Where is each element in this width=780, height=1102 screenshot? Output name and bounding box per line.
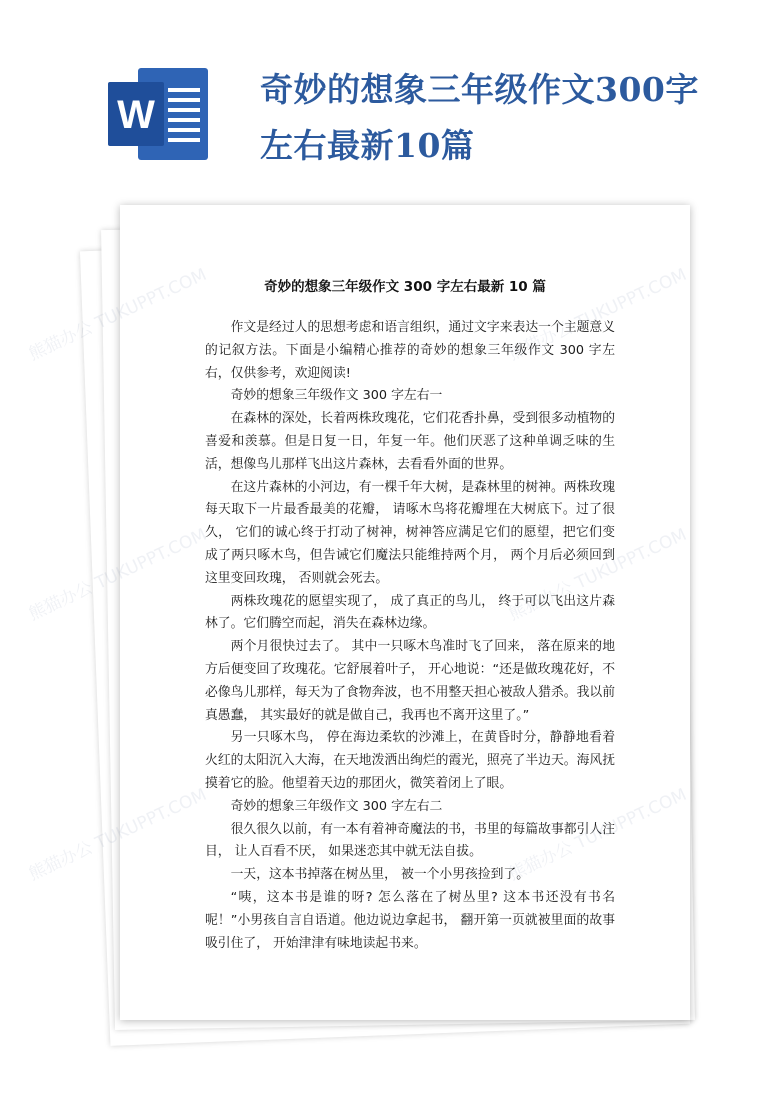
paragraph: “咦，这本书是谁的呀? 怎么落在了树丛里? 这本书还没有书名呢！”小男孩自言自语道。他边说边拿起书， 翻开第一页就被里面的故事吸引住了， 开始津津有味地读起书来。 [205, 889, 615, 951]
paragraph: 很久很久以前，有一本有着神奇魔法的书，书里的每篇故事都引人注目， 让人百看不厌， 如果迷恋其中就无法自拔。 [205, 821, 615, 860]
header [0, 0, 780, 200]
section-heading: 奇妙的想象三年级作文 300 字左右二 [230, 798, 443, 814]
paragraph: 一天，这本书掉落在树丛里， 被一个小男孩捡到了。 [230, 867, 529, 883]
document-title: 奇妙的想象三年级作文 300 字左右最新 10 篇 [264, 279, 546, 295]
paragraph: 作文是经过人的思想考虑和语言组织，通过文字来表达一个主题意义的记叙方法。下面是小编精心推荐的奇妙的想象三年级作文 300 字左右，仅供参考，欢迎阅读! [205, 320, 615, 381]
watermark: 熊猫办公 [25, 577, 96, 625]
word-document-icon [108, 68, 208, 160]
paragraph: 两株玫瑰花的愿望实现了， 成了真正的鸟儿， 终于可以飞出这片森林了。它们腾空而起，消失在森林边缘。 [205, 593, 615, 632]
watermark: 熊猫办公 [25, 317, 96, 365]
paragraph: 另一只啄木鸟， 停在海边柔软的沙滩上，在黄昏时分，静静地看着火红的太阳沉入大海，在天地泼洒出绚烂的霞光，照亮了半边天。海风抚摸着它的脸。他望着天边的那团火，微笑着闭上了眼。 [205, 730, 615, 791]
section-heading: 奇妙的想象三年级作文 300 字左右一 [230, 388, 443, 404]
paragraph: 在森林的深处，长着两株玫瑰花，它们花香扑鼻，受到很多动植物的喜爱和羡慕。但是日复一日，年复一年。他们厌恶了这种单调乏味的生活，想像鸟儿那样飞出这片森林，去看看外面的世界。 [205, 411, 615, 472]
page-title: 奇妙的想象三年级作文300字左右最新10篇 [260, 70, 699, 165]
watermark: 熊猫办公 [25, 837, 96, 885]
paragraph: 两个月很快过去了。 其中一只啄木鸟准时飞了回来， 落在原来的地方后便变回了玫瑰花。它舒展着叶子， 开心地说：“还是做玫瑰花好，不必像鸟儿那样，每天为了食物奔波，也不用整天担心被敌人猎杀。我以前真愚蠢， 其实最好的就是做自己，我再也不离开这里了。” [205, 639, 615, 723]
document-page [120, 205, 690, 1020]
paragraph: 在这片森林的小河边，有一棵千年大树，是森林里的树神。两株玫瑰每天取下一片最香最美的花瓣， 请啄木鸟将花瓣埋在大树底下。过了很久， 它们的诚心终于打动了树神，树神答应满足它们的愿望，把它们变成了两只啄木鸟，但告诫它们魔法只能维持两个月， 两个月后必须回到这里变回玫瑰， 否则就会死去。 [205, 479, 615, 586]
document-body [205, 317, 615, 955]
word-icon-letter: W [117, 93, 155, 137]
